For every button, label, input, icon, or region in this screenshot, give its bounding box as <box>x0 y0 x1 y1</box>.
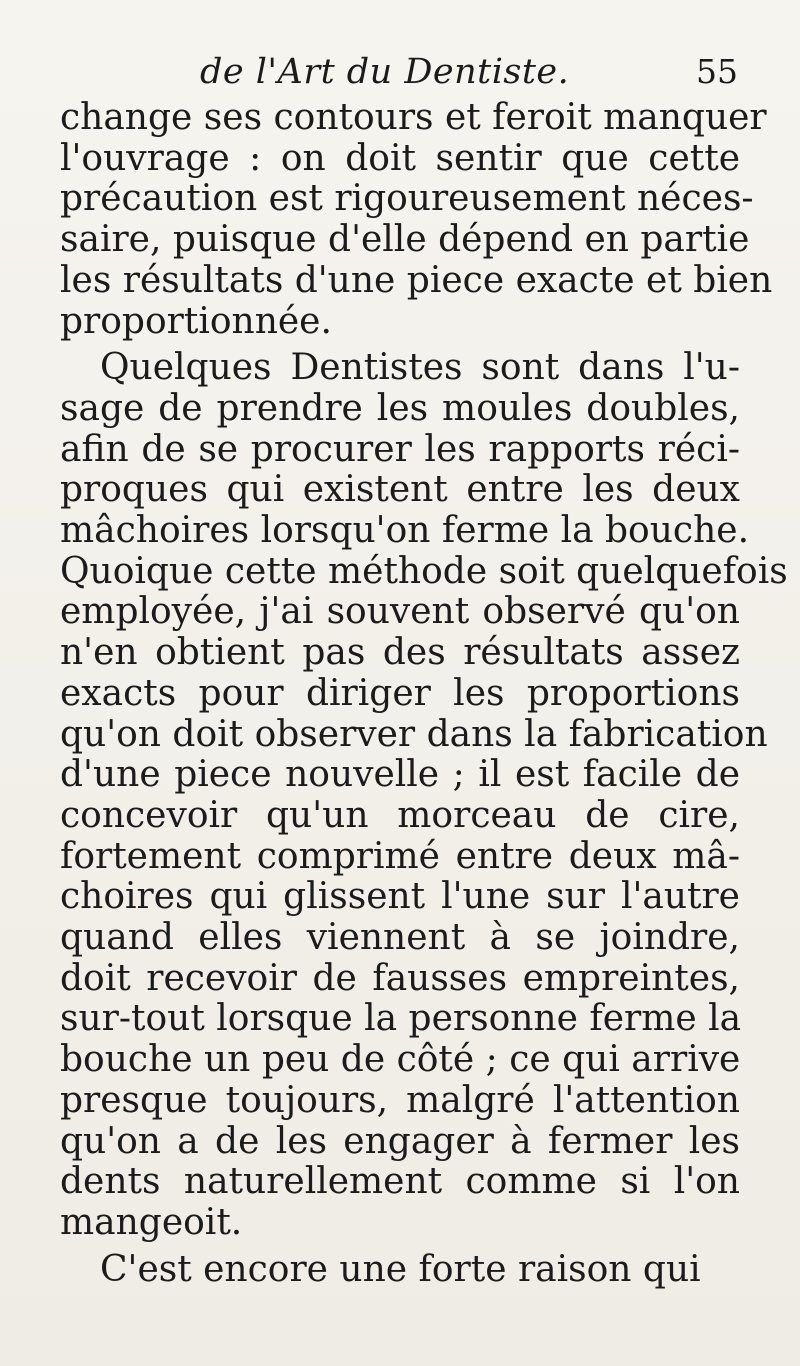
paragraph <box>60 97 773 342</box>
text-line: proportionnée. <box>60 300 332 342</box>
paragraph <box>60 347 788 1243</box>
text-line: Quelques Dentistes sont dans l'u- <box>100 347 740 389</box>
body-text <box>60 97 788 1290</box>
text-line: dents naturellement comme si l'on <box>60 1161 740 1203</box>
text-line: employée, j'ai souvent observé qu'on <box>60 591 740 633</box>
text-line: fortement comprimé entre deux mâ- <box>60 835 740 877</box>
text-line: sur-tout lorsque la personne ferme la <box>60 998 742 1040</box>
text-line: doit recevoir de fausses empreintes, <box>60 957 740 999</box>
paragraph <box>60 1250 740 1291</box>
text-line: mangeoit. <box>60 1201 243 1243</box>
text-line: l'ouvrage : on doit sentir que cette <box>60 137 740 179</box>
text-line: saire, puisque d'elle dépend en partie <box>60 219 750 261</box>
text-line: quand elles viennent à se joindre, <box>60 917 740 959</box>
text-line: concevoir qu'un morceau de cire, <box>60 794 740 836</box>
text-line: proques qui existent entre les deux <box>60 469 740 511</box>
text-line: sage de prendre les moules doubles, <box>60 387 740 429</box>
text-line: afin de se procurer les rapports réci- <box>60 428 740 470</box>
page-number: 55 <box>696 52 738 91</box>
running-head <box>60 52 740 96</box>
text-line: qu'on doit observer dans la fabrication <box>60 713 768 755</box>
text-line: presque toujours, malgré l'attention <box>60 1079 740 1121</box>
text-line: change ses contours et feroit manquer <box>60 97 767 138</box>
text-line: n'en obtient pas des résultats assez <box>60 632 740 674</box>
text-line: d'une piece nouvelle ; il est facile de <box>60 754 740 796</box>
text-line: les résultats d'une piece exacte et bien <box>60 259 773 301</box>
text-line: C'est encore une forte raison qui <box>100 1248 701 1290</box>
text-line: bouche un peu de côté ; ce qui arrive <box>60 1039 741 1081</box>
text-line: précaution est rigoureusement néces- <box>60 178 754 220</box>
text-line: mâchoires lorsqu'on ferme la bouche. <box>60 510 750 552</box>
text-line: exacts pour diriger les proportions <box>60 672 740 714</box>
running-title: de l'Art du Dentiste. <box>200 52 570 92</box>
text-line: qu'on a de les engager à fermer les <box>60 1120 740 1162</box>
text-line: Quoique cette méthode soit quelquefois <box>60 550 788 592</box>
text-line: choires qui glissent l'une sur l'autre <box>60 876 740 918</box>
